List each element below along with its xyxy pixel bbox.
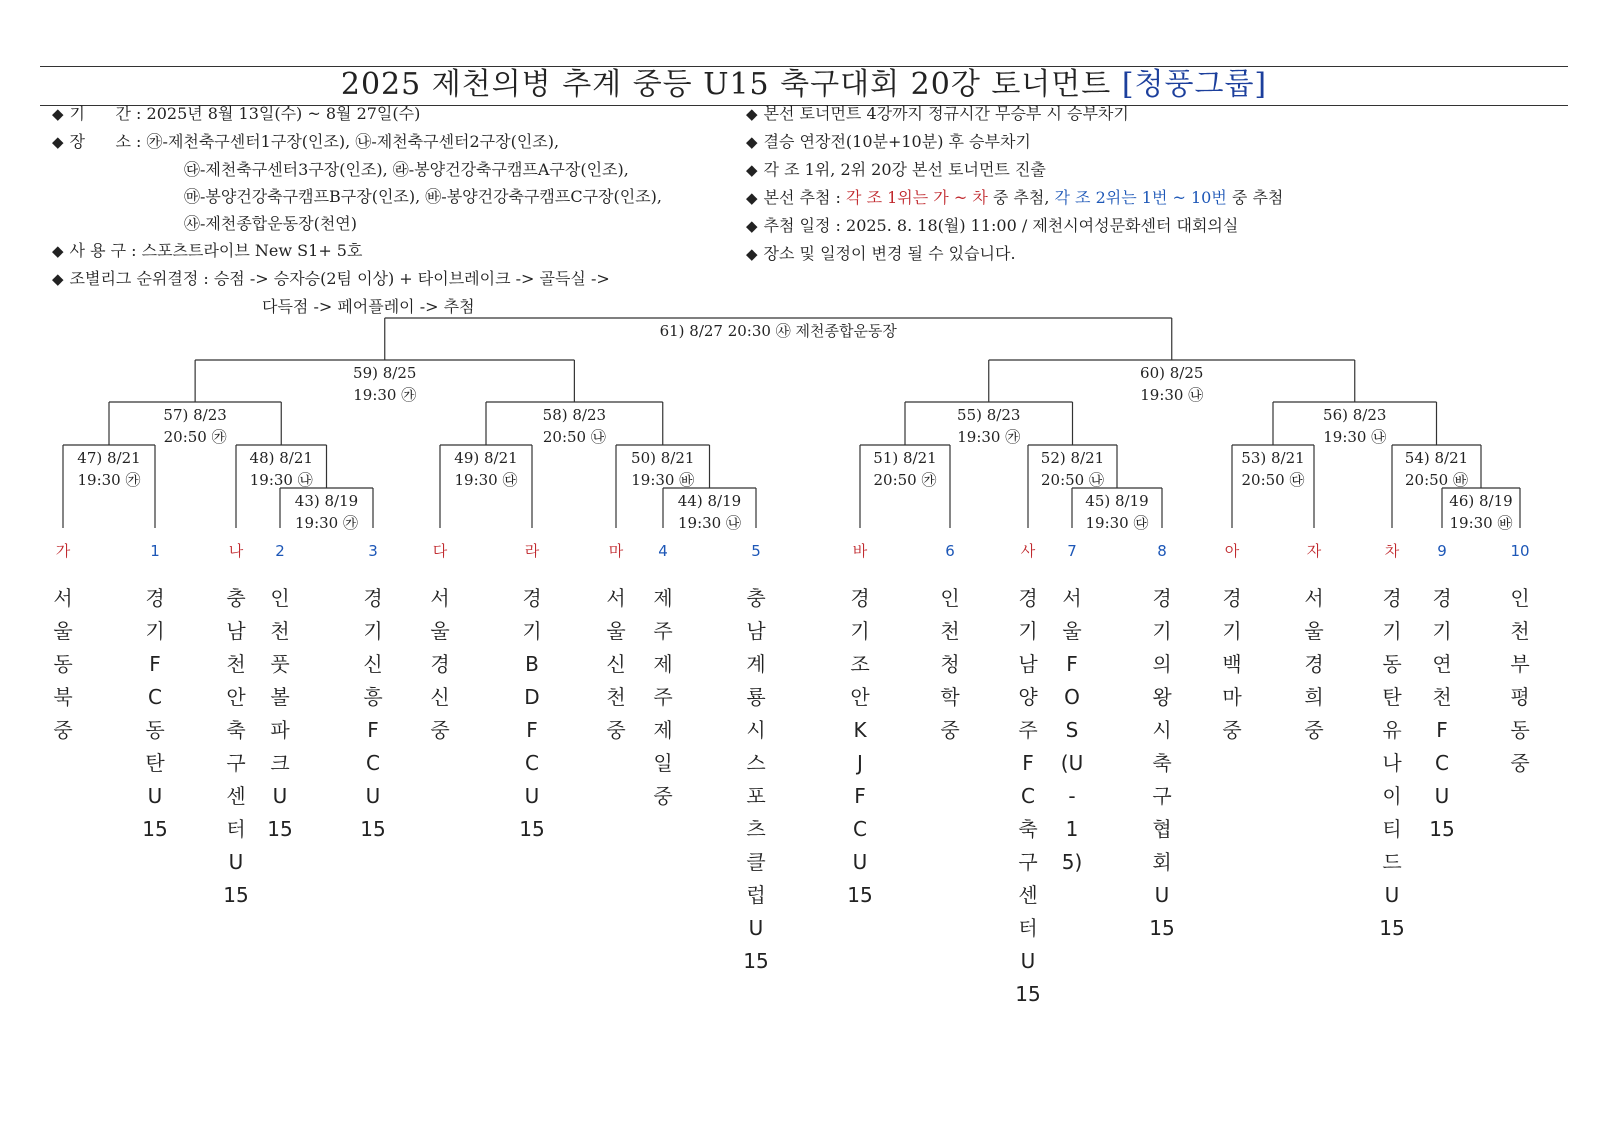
team-name-char: 기 [145,619,165,643]
match-label-m58: 58) 8/23 [542,406,607,424]
match-label-m55: 19:30 ㉮ [957,428,1021,446]
team-name-char: - [1068,784,1076,808]
team-name [1505,582,1535,780]
team-name-char: K [853,718,867,742]
team-name-char: 15 [519,817,545,841]
team-name-char: 왕 [1152,685,1172,709]
team-name-char: D [524,685,540,709]
team-name-char: U [1020,949,1036,973]
team-name-char: F [854,784,866,808]
team-name-char: 15 [1149,916,1175,940]
team-name-char: C [1021,784,1035,808]
diamond-icon: ◆ [746,245,758,263]
team-name-char: 경 [1304,652,1324,676]
match-label-m43: 19:30 ㉮ [295,514,358,532]
info-text: 사 용 구 : 스포츠트라이브 New S1+ 5호 [69,241,363,260]
team-name-char: U [1434,784,1450,808]
team-name-char: U [1384,883,1400,907]
team-name-char: 기 [1152,619,1172,643]
team-name-char: U [1154,883,1170,907]
team-name-char: 울 [53,619,73,643]
team-name-char: 센 [1018,883,1038,907]
match-label-m49: 49) 8/21 [454,449,518,467]
team-name-char: 경 [145,586,165,610]
team-name [221,582,251,912]
team-name [265,582,295,846]
team-name-char: 천 [270,619,290,643]
team-name-char: 중 [940,718,960,742]
team-name-char: F [149,652,161,676]
team-name-char: S [1065,718,1079,742]
team-name-char: 센 [226,784,246,808]
team-name-char: 서 [606,586,626,610]
match-label-m56: 19:30 ㉯ [1323,428,1387,446]
team-name [1299,582,1329,747]
team-name-char: 평 [1510,685,1530,709]
team-name-char: 동 [1382,652,1402,676]
team-name [1427,582,1457,846]
team-name-char: 구 [1152,784,1172,808]
team-name-char: 조 [850,652,870,676]
team-name [648,582,678,813]
team-name-char: 서 [1304,586,1324,610]
team-name-char: 충 [746,586,766,610]
team-name-char: 중 [430,718,450,742]
match-label-m51: 20:50 ㉮ [873,471,937,489]
team-name-char: 구 [1018,850,1038,874]
team-name-char: F [1022,751,1034,775]
team-name-char: F [1066,652,1078,676]
match-label-m45: 19:30 ㉰ [1085,514,1149,532]
team-name-char: 경 [1432,586,1452,610]
match-label-m53: 20:50 ㉰ [1241,471,1305,489]
match-label-m48: 19:30 ㉯ [249,471,313,489]
team-name-char: 의 [1152,652,1172,676]
team-name-char: 신 [606,652,626,676]
team-name-char: 터 [226,817,246,841]
slot-label: 바 [852,542,868,560]
team-name-char: J [857,751,863,775]
match-label-m49: 19:30 ㉰ [454,471,518,489]
team-name-char: 15 [1015,982,1041,1006]
team-name-char: 시 [1152,718,1172,742]
team-name-char: F [526,718,538,742]
team-name-char: 동 [1510,718,1530,742]
team-name-char: 천 [940,619,960,643]
slot-label: 자 [1306,542,1322,560]
team-name-char: 계 [746,652,766,676]
team-name-char: 럽 [746,883,766,907]
team-name-char: 15 [223,883,249,907]
team-name-char: 파 [270,718,290,742]
match-label-m52: 20:50 ㉯ [1041,471,1104,489]
slot-label: 차 [1384,542,1400,560]
slot-label: 3 [368,542,378,560]
match-label-m54: 20:50 ㉳ [1405,471,1468,489]
team-name-char: 탄 [1382,685,1402,709]
team-name-char: U [272,784,288,808]
team-name [1147,582,1177,945]
team-name-char: 터 [1018,916,1038,940]
match-label-m61: 61) 8/27 20:30 ㉴ 제천종합운동장 [659,322,897,340]
team-name-char: U [228,850,244,874]
match-label-m59: 19:30 ㉮ [353,386,417,404]
team-name-char: 경 [1018,586,1038,610]
team-name-char: 제 [653,718,673,742]
team-name-char: 기 [1222,619,1242,643]
team-name [140,582,170,846]
team-name-char: 구 [226,751,246,775]
slot-label: 사 [1020,542,1036,560]
team-name-char: 인 [940,586,960,610]
slot-label: 9 [1437,542,1447,560]
match-label-m48: 48) 8/21 [249,449,313,467]
team-name-char: 경 [1152,586,1172,610]
team-name [425,582,455,747]
slot-label: 8 [1157,542,1167,560]
team-name-char: 부 [1510,652,1530,676]
team-name-char: 드 [1382,850,1402,874]
match-label-m54: 54) 8/21 [1404,449,1469,467]
match-label-m50: 50) 8/21 [631,449,695,467]
team-name-char: 경 [850,586,870,610]
title-main: 2025 제천의병 추계 중등 U15 축구대회 20강 토너먼트 [340,67,1112,102]
slot-label: 4 [658,542,668,560]
team-name-char: 중 [1304,718,1324,742]
info-text: 추첨 일정 : 2025. 8. 18(월) 11:00 / 제천시여성문화센터 대회의실 [763,216,1239,235]
match-label-m57: 57) 8/23 [163,406,227,424]
info-text: 각 조 1위, 2위 20강 본선 토너먼트 진출 [763,160,1046,179]
diamond-icon: ◆ [746,217,758,235]
team-name-char: 기 [1432,619,1452,643]
team-name [358,582,388,846]
match-label-m59: 59) 8/25 [353,364,417,382]
team-name-char: 경 [1382,586,1402,610]
team-name-char: 탄 [145,751,165,775]
team-name-char: 남 [1018,652,1038,676]
match-label-m60: 60) 8/25 [1140,364,1204,382]
diamond-icon: ◆ [52,133,64,151]
team-name-char: 인 [1510,586,1530,610]
team-name-char: U [365,784,381,808]
team-name-char: 학 [940,685,960,709]
team-name-char: 15 [743,949,769,973]
team-name-char: 츠 [746,817,766,841]
diamond-icon: ◆ [746,105,758,123]
team-name-char: 천 [226,652,246,676]
team-name-char: 서 [53,586,73,610]
team-name-char: 볼 [270,685,290,709]
team-name-char: 안 [226,685,246,709]
team-name [1217,582,1247,747]
team-name-char: 15 [1379,916,1405,940]
slot-label: 2 [275,542,285,560]
match-label-m45: 45) 8/19 [1085,492,1149,510]
team-name-char: 주 [653,619,673,643]
team-name-char: 15 [360,817,386,841]
team-name [1377,582,1407,945]
team-name-char: 15 [267,817,293,841]
team-name-char: 경 [522,586,542,610]
match-label-m43: 43) 8/19 [294,492,359,510]
team-name [1013,582,1043,1011]
match-label-m60: 19:30 ㉯ [1140,386,1204,404]
draw-rule-runners-up: 각 조 2위는 1번 ~ 10번 [1054,188,1227,207]
info-text: ㉴-제천종합운동장(천연) [184,214,357,233]
team-name-char: (U [1060,751,1084,775]
info-text: 본선 토너먼트 4강까지 정규시간 무승부 시 승부차기 [763,104,1129,123]
team-name-char: 신 [430,685,450,709]
team-name-char: 백 [1222,652,1242,676]
info-text: 본선 추첨 : [763,188,847,207]
team-name-char: 동 [53,652,73,676]
team-name-char: 티 [1382,817,1402,841]
team-name-char: 울 [606,619,626,643]
team-name-char: F [367,718,379,742]
team-name-char: 천 [606,685,626,709]
team-name-char: 충 [226,586,246,610]
match-label-m44: 44) 8/19 [677,492,742,510]
team-name [601,582,631,747]
team-name-char: 천 [1432,685,1452,709]
info-text: 중 추첨, [987,188,1055,207]
team-name-char: 울 [1062,619,1082,643]
slot-label: 10 [1510,542,1530,560]
diamond-icon: ◆ [746,133,758,151]
team-name-char: 서 [1062,586,1082,610]
diamond-icon: ◆ [52,270,64,288]
team-name-char: 울 [1304,619,1324,643]
slot-label: 나 [228,542,244,560]
team-name-char: 클 [746,850,766,874]
info-text: 결승 연장전(10분+10분) 후 승부차기 [763,132,1031,151]
slot-label: 7 [1067,542,1077,560]
team-name [48,582,78,747]
team-name-char: C [366,751,380,775]
info-text: 다득점 -> 페어플레이 -> 추첨 [262,297,475,316]
team-name-char: 중 [53,718,73,742]
team-name-char: 제 [653,652,673,676]
team-name-char: 기 [1018,619,1038,643]
match-label-m57: 20:50 ㉮ [163,428,227,446]
team-name-char: 포 [746,784,766,808]
team-name-char: 흥 [363,685,383,709]
team-name-char: 회 [1152,850,1172,874]
team-name-char: 15 [142,817,168,841]
info-text: 장소 및 일정이 변경 될 수 있습니다. [763,244,1016,263]
team-name-char: 축 [226,718,246,742]
team-name [517,582,547,846]
team-name-char: 남 [226,619,246,643]
team-name-char: 나 [1382,751,1402,775]
team-name-char: 중 [606,718,626,742]
diamond-icon: ◆ [52,105,64,123]
info-text: 조별리그 순위결정 : 승점 -> 승자승(2팀 이상) + 타이브레이크 -> 골득실 -> [69,269,610,288]
diamond-icon: ◆ [746,161,758,179]
team-name-char: 이 [1382,784,1402,808]
match-label-m55: 55) 8/23 [957,406,1021,424]
info-text: 장 소 : ㉮-제천축구센터1구장(인조), ㉯-제천축구센터2구장(인조), [69,132,560,151]
match-label-m56: 56) 8/23 [1323,406,1387,424]
slot-label: 마 [608,542,624,560]
team-name-char: 청 [940,652,960,676]
team-name-char: 중 [1222,718,1242,742]
slot-label: 라 [524,542,540,560]
diamond-icon: ◆ [52,242,64,260]
team-name-char: 신 [363,652,383,676]
team-name-char: 마 [1222,685,1242,709]
team-name-char: 일 [653,751,673,775]
team-name-char: 15 [847,883,873,907]
team-name-char: U [524,784,540,808]
match-label-m58: 20:50 ㉯ [542,428,606,446]
team-name-char: 천 [1510,619,1530,643]
slot-label: 1 [150,542,160,560]
team-name-char: 축 [1018,817,1038,841]
team-name-char: 울 [430,619,450,643]
team-name-char: 서 [430,586,450,610]
team-name-char: 연 [1432,652,1452,676]
team-name-char: 주 [653,685,673,709]
team-name-char: 기 [850,619,870,643]
team-name-char: C [853,817,867,841]
team-name-char: 중 [653,784,673,808]
team-name-char: U [852,850,868,874]
team-name-char: 경 [363,586,383,610]
team-name-char: 협 [1152,817,1172,841]
team-name-char: 희 [1304,685,1324,709]
match-label-m52: 52) 8/21 [1040,449,1105,467]
team-name-char: 경 [430,652,450,676]
team-name-char: 동 [145,718,165,742]
team-name-char: 중 [1510,751,1530,775]
team-name [1057,582,1087,879]
team-name-char: 주 [1018,718,1038,742]
team-name-char: U [147,784,163,808]
team-name-char: 축 [1152,751,1172,775]
team-name-char: U [748,916,764,940]
team-name-char: C [525,751,539,775]
team-name-char: B [525,652,539,676]
slot-label: 5 [751,542,761,560]
draw-rule-winners: 각 조 1위는 가 ~ 차 [846,188,988,207]
match-label-m44: 19:30 ㉯ [678,514,741,532]
team-name [741,582,771,978]
title-group: [청풍그룹] [1121,67,1268,102]
team-name-char: 북 [53,685,73,709]
slot-label: 가 [55,542,71,560]
info-text: 중 추첨 [1226,188,1284,207]
team-name-char: C [1435,751,1449,775]
slot-label: 아 [1224,542,1240,560]
team-name-char: 제 [653,586,673,610]
team-name-char: 크 [270,751,290,775]
team-name-char: 시 [746,718,766,742]
team-name-char: 유 [1382,718,1402,742]
team-name-char: 스 [746,751,766,775]
team-name-char: 기 [363,619,383,643]
match-label-m50: 19:30 ㉳ [631,471,695,489]
team-name-char: 안 [850,685,870,709]
team-name-char: 15 [1429,817,1455,841]
diamond-icon: ◆ [746,189,758,207]
team-name-char: 인 [270,586,290,610]
info-text: ㉲-봉양건강축구캠프B구장(인조), ㉳-봉양건강축구캠프C구장(인조), [184,187,662,206]
team-name-char: C [148,685,162,709]
match-label-m51: 51) 8/21 [873,449,937,467]
slot-label: 다 [432,542,448,560]
team-name-char: F [1436,718,1448,742]
match-label-m46: 19:30 ㉳ [1449,514,1513,532]
team-name [845,582,875,912]
info-text: ㉰-제천축구센터3구장(인조), ㉱-봉양건강축구캠프A구장(인조), [184,160,629,179]
match-label-m53: 53) 8/21 [1241,449,1305,467]
team-name-char: 15) [1061,817,1083,874]
team-name-char: O [1064,685,1080,709]
team-name-char: 남 [746,619,766,643]
match-label-m47: 47) 8/21 [77,449,141,467]
team-name-char: 풋 [270,652,290,676]
team-name-char: 양 [1018,685,1038,709]
team-name-char: 기 [522,619,542,643]
info-text: 기 간 : 2025년 8월 13일(수) ~ 8월 27일(수) [69,104,421,123]
match-label-m47: 19:30 ㉮ [77,471,141,489]
team-name-char: 룡 [746,685,766,709]
team-name [935,582,965,747]
match-label-m46: 46) 8/19 [1449,492,1513,510]
team-name-char: 경 [1222,586,1242,610]
team-name-char: 기 [1382,619,1402,643]
slot-label: 6 [945,542,955,560]
